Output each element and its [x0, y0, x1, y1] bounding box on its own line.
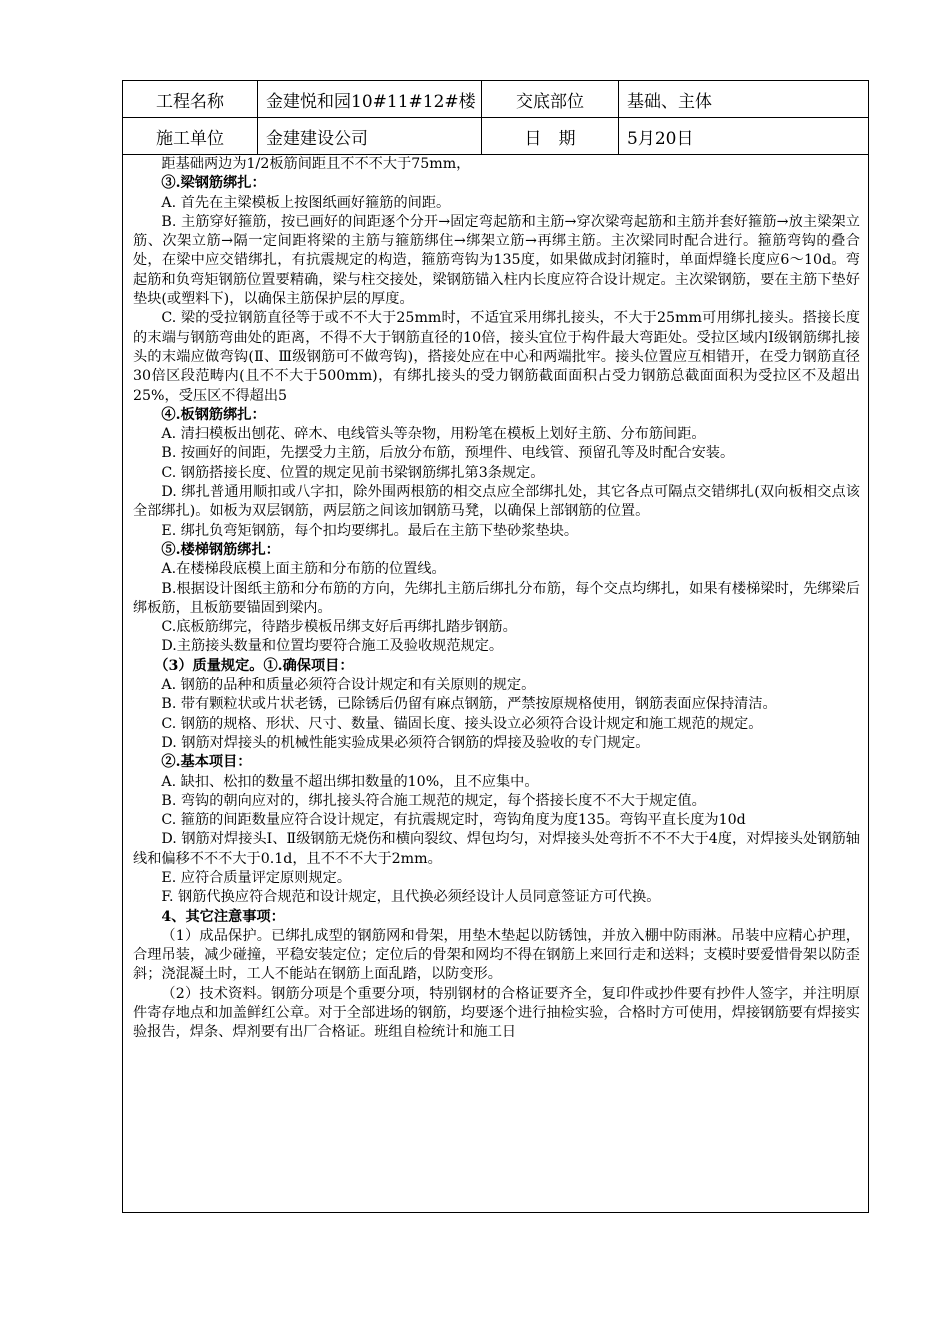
content-paragraph: B.根据设计图纸主筋和分布筋的方向，先绑扎主筋后绑扎分布筋，每个交点均绑扎，如果有楼梯梁时，先绑梁后绑板筋，且板筋要锚固到梁内。	[133, 580, 860, 616]
project-name-value: 金建悦和园10#11#12#楼	[266, 91, 476, 112]
project-name-label: 工程名称	[156, 91, 224, 112]
content-paragraph: C. 箍筋的间距数量应符合设计规定，有抗震规定时，弯钩角度为度135。弯钩平直长度为10d	[161, 812, 746, 829]
content-paragraph: D. 钢筋对焊接头Ⅰ、Ⅱ级钢筋无烧伤和横向裂纹、焊包均匀，对焊接头处弯折不不不大于4度，对焊接头处钢筋轴线和偏移不不不大于0.1d，且不不不大于2mm。	[133, 831, 860, 867]
content-paragraph: A. 缺扣、松扣的数量不超出绑扣数量的10%，且不应集中。	[161, 773, 539, 790]
section-heading: ④.板钢筋绑扎：	[161, 406, 266, 423]
content-paragraph: B. 带有颗粒状或片状老锈，已除锈后仍留有麻点钢筋，严禁按原规格使用，钢筋表面应保持清洁。	[161, 696, 777, 713]
content-paragraph: D.主筋接头数量和位置均要符合施工及验收规范规定。	[161, 638, 504, 655]
date-label: 日 期	[524, 128, 576, 149]
header-table	[123, 81, 868, 155]
construction-unit-label: 施工单位	[156, 128, 224, 149]
section-heading: （3）质量规定。①.确保项目：	[154, 657, 354, 674]
construction-unit-value: 金建建设公司	[266, 128, 368, 149]
disclosure-content	[123, 155, 868, 1212]
content-paragraph: A. 钢筋的品种和质量必须符合设计规定和有关原则的规定。	[161, 677, 536, 694]
content-paragraph: D. 绑扎普通用顺扣或八字扣，除外围两根筋的相交点应全部绑扎处，其它各点可隔点交错绑扎(双向板相交点该全部绑扎)。如板为双层钢筋，两层筋之间该加钢筋马凳，以确保上部钢筋的位置。	[133, 484, 860, 520]
content-paragraph: B. 按画好的间距，先摆受力主筋，后放分布筋，预埋件、电线管、预留孔等及时配合安装。	[161, 445, 735, 462]
content-paragraph: B. 主筋穿好箍筋，按已画好的间距逐个分开→固定弯起筋和主筋→穿次梁弯起筋和主筋并套好箍筋→放主梁架立筋、次架立筋→隔一定间距将梁的主筋与箍筋绑住→绑架立筋→再绑主筋。主次梁同时配合进行。箍筋弯钩的叠合处，在梁中应交错绑扎，有抗震规定的构造，箍筋弯钩为135度，如果做成封闭箍时，单面焊缝长度应6～10d。弯起筋和负弯矩钢筋位置要精确，梁与柱交接处，梁钢筋锚入柱内长度应符合设计规定。主次梁钢筋，要在主筋下垫好垫块(或塑料下)，以确保主筋保护层的厚度。	[133, 213, 860, 308]
content-paragraph: 距基础两边为1/2板筋间距且不不不大于75mm，	[161, 156, 471, 172]
content-paragraph: C. 梁的受拉钢筋直径等于或不不大于25mm时，不适宜采用绑扎接头，不大于25mm可用绑扎接头。搭接长度的末端与钢筋弯曲处的距离，不得不大于钢筋直径的10倍，接头宜位于构件最大弯距处。受拉区域内Ⅰ级钢筋绑扎接头的末端应做弯钩(Ⅱ、Ⅲ级钢筋可不做弯钩)，搭接处应在中心和两端批牢。接头位置应互相错开，在受力钢筋直径30倍区段范畴内(且不不大于500mm)，有绑扎接头的受力钢筋截面面积占受力钢筋总截面面积为受拉区不及超出25%，受压区不得超出5	[133, 310, 860, 404]
disclosure-part-label: 交底部位	[516, 91, 584, 112]
content-paragraph: E. 应符合质量评定原则规定。	[161, 869, 352, 886]
disclosure-sheet	[122, 80, 869, 1213]
content-paragraph: A. 首先在主梁模板上按图纸画好箍筋的间距。	[161, 194, 451, 211]
content-paragraph: （1）成品保护。已绑扎成型的钢筋网和骨架，用垫木垫起以防锈蚀，并放入棚中防雨淋。吊装中应精心护理，合理吊装，减少碰撞，平稳安装定位；定位后的骨架和网均不得在钢筋上来回行走和送料；支模时要爱惜骨架以防歪斜；浇混凝土时，工人不能站在钢筋上面乱踏，以防变形。	[133, 927, 860, 983]
content-paragraph: D. 钢筋对焊接头的机械性能实验成果必须符合钢筋的焊接及验收的专门规定。	[161, 734, 650, 751]
section-heading: 4、其它注意事项：	[161, 908, 285, 925]
content-paragraph: E. 绑扎负弯矩钢筋，每个扣均要绑扎。最后在主筋下垫砂浆垫块。	[161, 522, 579, 539]
section-heading: ③.梁钢筋绑扎：	[161, 175, 266, 192]
date-value: 5月20日	[627, 128, 694, 149]
content-paragraph: A.在楼梯段底模上面主筋和分布筋的位置线。	[161, 561, 446, 578]
disclosure-part-value: 基础、主体	[627, 91, 712, 112]
content-paragraph: A. 清扫模板出刨花、碎木、电线管头等杂物，用粉笔在模板上划好主筋、分布筋间距。	[161, 426, 706, 443]
content-paragraph: C. 钢筋的规格、形状、尺寸、数量、锚固长度、接头设立必须符合设计规定和施工规范的规定。	[161, 715, 763, 732]
content-paragraph: C.底板筋绑完，待踏步模板吊绑支好后再绑扎踏步钢筋。	[161, 619, 517, 636]
content-paragraph: B. 弯钩的朝向应对的，绑扎接头符合施工规范的规定，每个搭接长度不不大于规定值。	[161, 792, 706, 809]
content-paragraph: F. 钢筋代换应符合规范和设计规定，且代换必须经设计人员同意签证方可代换。	[161, 889, 661, 906]
section-heading: ⑤.楼梯钢筋绑扎：	[161, 541, 280, 558]
content-paragraph: C. 钢筋搭接长度、位置的规定见前书梁钢筋绑扎第3条规定。	[161, 464, 545, 481]
content-paragraph: （2）技术资料。钢筋分项是个重要分项，特别钢材的合格证要齐全，复印件或抄件要有抄件人签字，并注明原件寄存地点和加盖鲜红公章。对于全部进场的钢筋，均要逐个进行抽检实验，合格时方可使用，焊接钢筋要有焊接实验报告，焊条、焊剂要有出厂合格证。班组自检统计和施工日	[133, 985, 860, 1041]
section-heading: ②.基本项目：	[161, 754, 252, 771]
